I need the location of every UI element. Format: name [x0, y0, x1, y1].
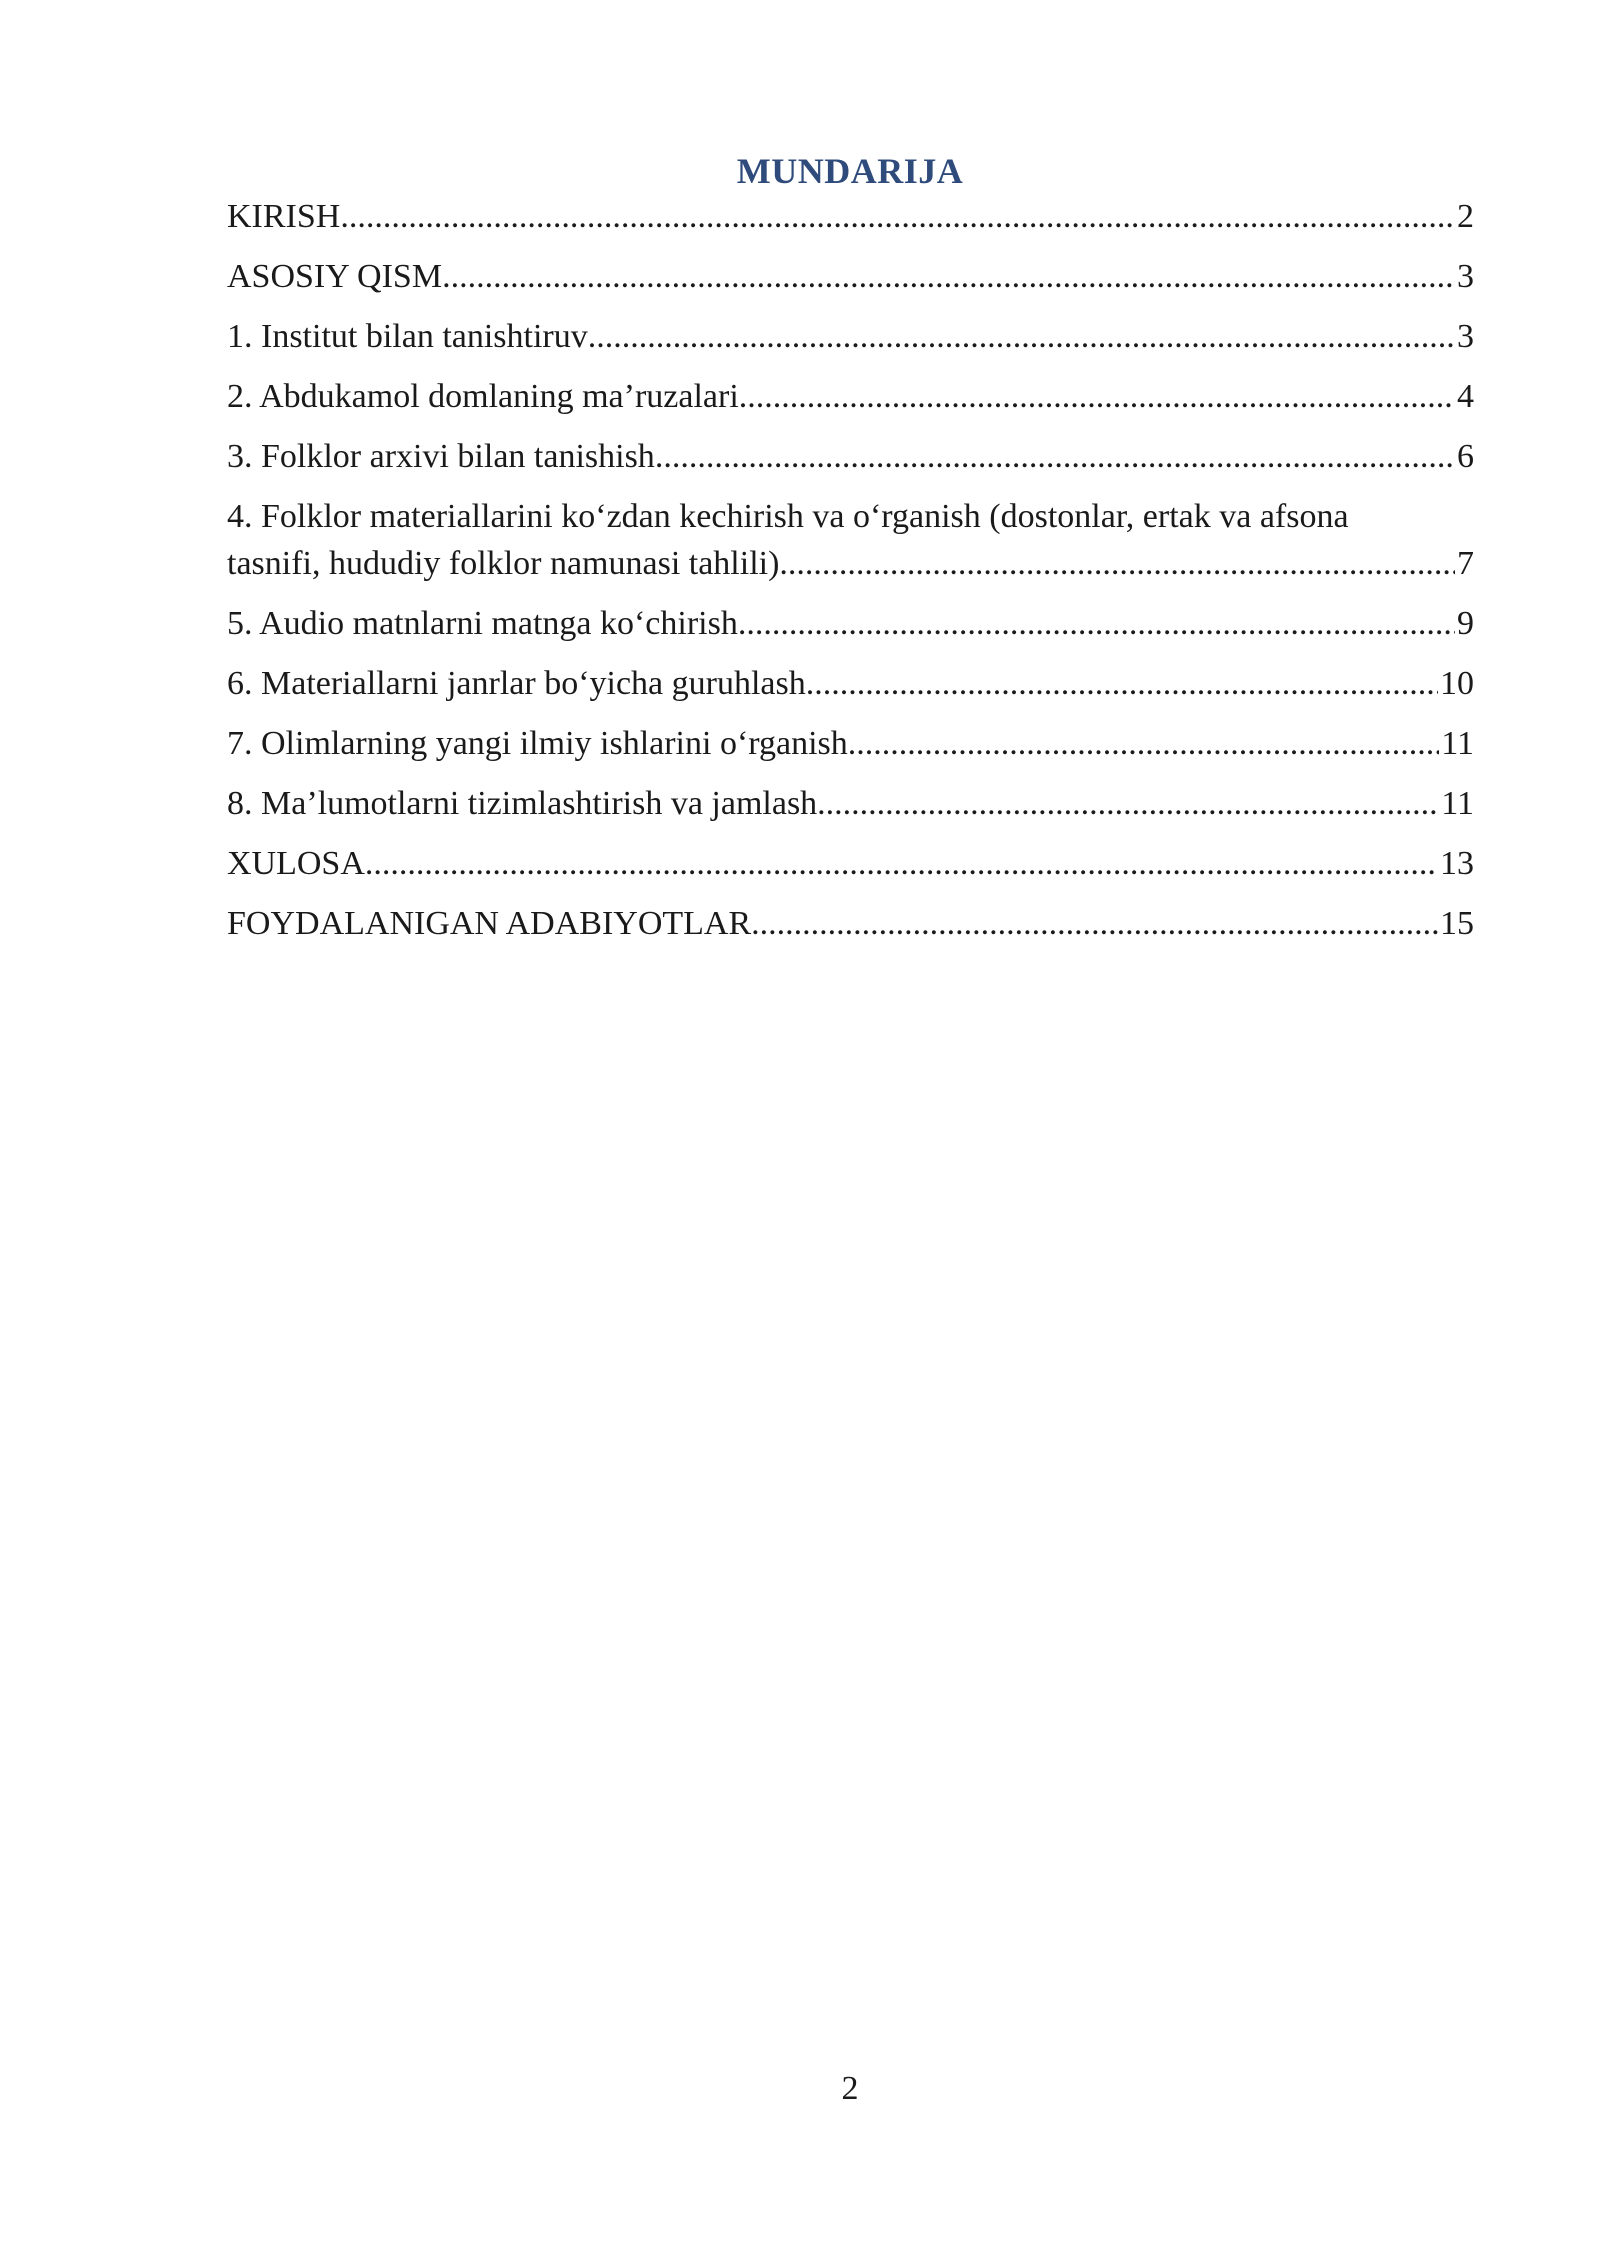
toc-entry-text: FOYDALANIGAN ADABIYOTLAR: [227, 905, 752, 942]
dot-leader: [442, 253, 1455, 300]
toc-entry-kirish[interactable]: [227, 193, 1474, 240]
dot-leader: [779, 540, 1455, 587]
toc-entry-text: ASOSIY QISM: [227, 258, 443, 295]
toc-entry-adabiyotlar[interactable]: [227, 900, 1474, 947]
toc-entry-3[interactable]: [227, 433, 1474, 480]
toc-entry-page: 3: [1457, 258, 1474, 295]
toc-entry-page: 11: [1441, 725, 1474, 762]
toc-entry-text: KIRISH: [227, 198, 341, 235]
toc-entry-1[interactable]: [227, 313, 1474, 360]
toc-entry-text: 2. Abdukamol domlaning ma’ruzalari: [227, 378, 739, 415]
toc-entry-page: 3: [1457, 318, 1474, 355]
page-number: 2: [841, 2070, 859, 2107]
toc-entry-page: 7: [1457, 545, 1474, 582]
toc-entry-page: 4: [1457, 378, 1474, 415]
toc-entry-text: 5. Audio matnlarni matnga ko‘chirish: [227, 605, 738, 642]
dot-leader: [655, 433, 1455, 480]
toc-entry-7[interactable]: [227, 720, 1474, 767]
toc-entry-xulosa[interactable]: [227, 840, 1474, 887]
toc-entry-asosiy-qism[interactable]: [227, 253, 1474, 300]
toc-title: MUNDARIJA: [736, 151, 964, 191]
table-of-contents: [227, 193, 1474, 960]
toc-entry-8[interactable]: [227, 780, 1474, 827]
dot-leader: [848, 720, 1440, 767]
toc-entry-text: 1. Institut bilan tanishtiruv: [227, 318, 588, 355]
dot-leader: [739, 373, 1455, 420]
toc-entry-text: XULOSA: [227, 845, 365, 882]
toc-entry-text-line1: 4. Folklor materiallarini ko‘zdan kechirish va o‘rganish (dostonlar, ertak va afsona: [227, 498, 1349, 535]
toc-entry-page: 15: [1440, 905, 1474, 942]
dot-leader: [340, 193, 1455, 240]
toc-entry-5[interactable]: [227, 600, 1474, 647]
toc-entry-page: 13: [1440, 845, 1474, 882]
dot-leader: [588, 313, 1455, 360]
dot-leader: [817, 780, 1439, 827]
toc-entry-6[interactable]: [227, 660, 1474, 707]
toc-entry-text: 8. Ma’lumotlarni tizimlashtirish va jamlash: [227, 785, 818, 822]
toc-entry-page: 11: [1441, 785, 1474, 822]
dot-leader: [751, 900, 1438, 947]
toc-entry-page: 10: [1440, 665, 1474, 702]
toc-entry-2[interactable]: [227, 373, 1474, 420]
toc-entry-page: 2: [1457, 198, 1474, 235]
toc-entry-text: tasnifi, hududiy folklor namunasi tahlili): [227, 545, 780, 582]
toc-entry-text: 7. Olimlarning yangi ilmiy ishlarini o‘rganish: [227, 725, 848, 762]
toc-entry-text: 3. Folklor arxivi bilan tanishish: [227, 438, 655, 475]
toc-entry-page: 9: [1457, 605, 1474, 642]
dot-leader: [365, 840, 1438, 887]
toc-entry-4[interactable]: [227, 493, 1474, 587]
dot-leader: [806, 660, 1438, 707]
toc-entry-page: 6: [1457, 438, 1474, 475]
dot-leader: [738, 600, 1455, 647]
toc-entry-text: 6. Materiallarni janrlar bo‘yicha guruhlash: [227, 665, 806, 702]
